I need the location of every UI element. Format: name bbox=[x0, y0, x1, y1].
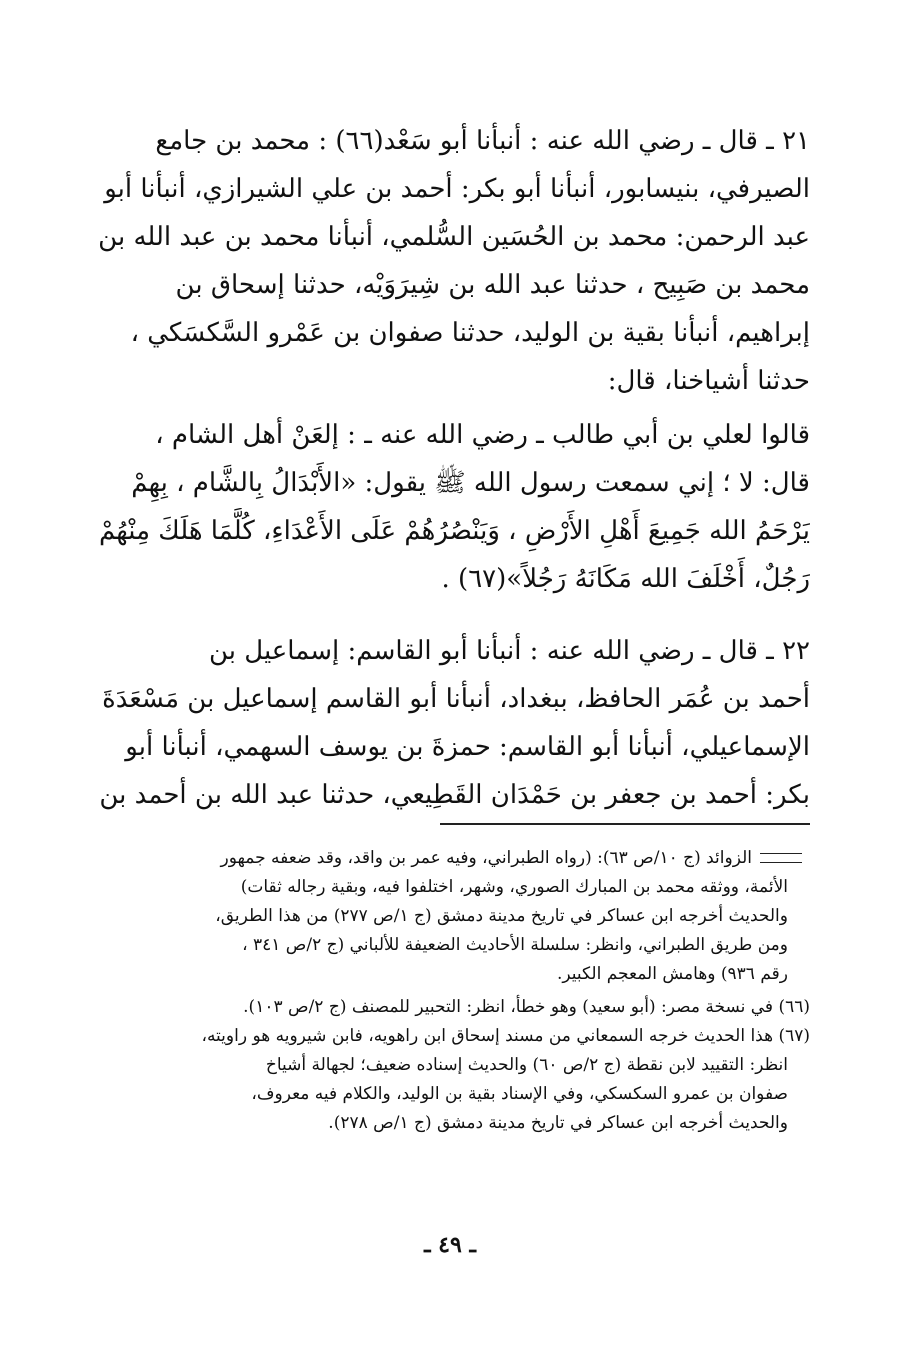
text-line: يَرْحَمُ الله جَمِيعَ أَهْلِ الأَرْضِ ، وَيَنْصُرُهُمْ عَلَى الأَعْدَاءِ، كُلَّمَا هَلَكَ مِنْهُمْ bbox=[98, 516, 810, 546]
text-line: محمد بن صَبِيح ، حدثنا عبد الله بن شِيرَوَيْه، حدثنا إسحاق بن bbox=[175, 270, 810, 300]
footnote-67: (٦٧) هذا الحديث خرجه السمعاني من مسند إسحاق ابن راهويه، فابن شيرويه هو راويته، bbox=[201, 1026, 810, 1046]
text-line: رَجُلٌ، أَخْلَفَ الله مَكَانَهُ رَجُلاً»(٦٧) . bbox=[441, 564, 810, 594]
text-line: ٢١ ـ قال ـ رضي الله عنه : أنبأنا أبو سَعْد(٦٦) : محمد بن جامع bbox=[155, 126, 810, 156]
text-line: قال: لا ؛ إني سمعت رسول الله ﷺ يقول: «الأَبْدَالُ بِالشَّام ، بِهِمْ bbox=[131, 468, 810, 498]
page-number: ـ ٤٩ ـ bbox=[424, 1232, 476, 1258]
text-line: الإسماعيلي، أنبأنا أبو القاسم: حمزةَ بن يوسف السهمي، أنبأنا أبو bbox=[125, 732, 810, 762]
text-line: حدثنا أشياخنا، قال: bbox=[607, 366, 810, 396]
footnote-divider bbox=[440, 823, 810, 825]
text-line: إبراهيم، أنبأنا بقية بن الوليد، حدثنا صفوان بن عَمْرو السَّكسَكي ، bbox=[130, 318, 810, 348]
footnote-line: الزوائد (ج ١٠/ص ٦٣): (رواه الطبراني، وفيه عمر بن واقد، وقد ضعفه جمهور bbox=[220, 848, 752, 868]
footnote-continuation-mark bbox=[760, 853, 802, 863]
footnote-line: رقم ٩٣٦) وهامش المعجم الكبير. bbox=[557, 964, 788, 984]
text-line: أحمد بن عُمَر الحافظ، ببغداد، أنبأنا أبو القاسم إسماعيل بن مَسْعَدَةَ bbox=[102, 684, 810, 714]
footnote-line: والحديث أخرجه ابن عساكر في تاريخ مدينة دمشق (ج ١/ص ٢٧٨). bbox=[328, 1113, 788, 1133]
footnote-line: الأئمة، ووثقه محمد بن المبارك الصوري، وشهر، اختلفوا فيه، وبقية رجاله ثقات) bbox=[240, 877, 788, 897]
footnote-line: والحديث أخرجه ابن عساكر في تاريخ مدينة دمشق (ج ١/ص ٢٧٧) من هذا الطريق، bbox=[215, 906, 788, 926]
footnote-line: صفوان بن عمرو السكسكي، وفي الإسناد بقية بن الوليد، والكلام فيه معروف، bbox=[251, 1084, 788, 1104]
text-line: عبد الرحمن: محمد بن الحُسَين السُّلمي، أنبأنا محمد بن عبد الله بن bbox=[98, 222, 810, 252]
text-line: قالوا لعلي بن أبي طالب ـ رضي الله عنه ـ : إلعَنْ أهل الشام ، bbox=[155, 420, 810, 450]
text-line: بكر: أحمد بن جعفر بن حَمْدَان القَطِيعي، حدثنا عبد الله بن أحمد بن bbox=[99, 780, 810, 810]
footnote-line: انظر: التقييد لابن نقطة (ج ٢/ص ٦٠) والحديث إسناده ضعيف؛ لجهالة أشياخ bbox=[265, 1055, 788, 1075]
text-line: الصيرفي، بنيسابور، أنبأنا أبو بكر: أحمد بن علي الشيرازي، أنبأنا أبو bbox=[104, 174, 810, 204]
footnote-66: (٦٦) في نسخة مصر: (أبو سعيد) وهو خطأ، انظر: التحبير للمصنف (ج ٢/ص ١٠٣). bbox=[243, 997, 810, 1017]
text-line: ٢٢ ـ قال ـ رضي الله عنه : أنبأنا أبو القاسم: إسماعيل بن bbox=[208, 636, 810, 666]
footnote-line: ومن طريق الطبراني، وانظر: سلسلة الأحاديث الضعيفة للألباني (ج ٢/ص ٣٤١ ، bbox=[242, 935, 788, 955]
